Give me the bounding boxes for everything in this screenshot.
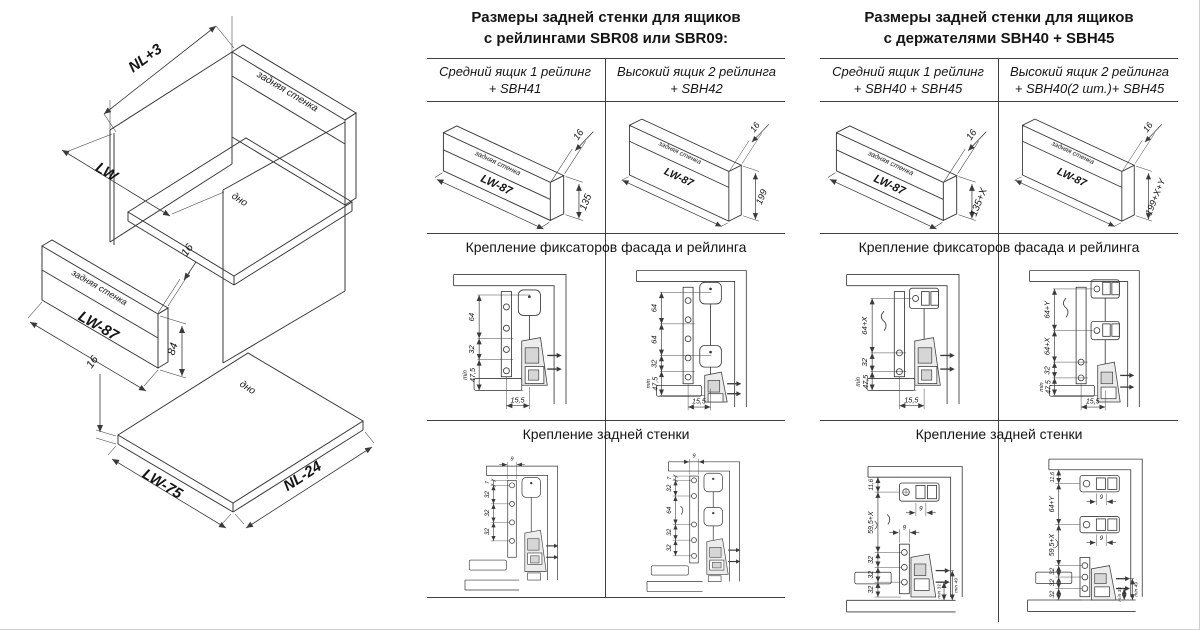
rail-holder: [704, 507, 723, 526]
rule: [427, 597, 785, 598]
back-panel-drawing-135x: [823, 104, 993, 230]
rule: [820, 58, 1178, 59]
dim-label: 32: [484, 491, 492, 499]
panel-width-dim: LW-87: [478, 172, 514, 198]
dimension-chain: [856, 298, 916, 390]
break-mark: [680, 506, 682, 515]
rule: [427, 101, 785, 102]
column-header-line: + SBH42: [670, 81, 723, 96]
dim-label: 32: [666, 484, 674, 492]
backwall-drawing-4: [1011, 446, 1167, 618]
fixation-drawing-1: [440, 259, 589, 417]
panel-height-dim: 84: [165, 341, 181, 357]
back-panel-edge: [899, 544, 909, 594]
break-mark: [1063, 298, 1068, 317]
column-header-line: Средний ящик 1 рейлинг: [832, 64, 984, 79]
rail-holder: [704, 473, 723, 492]
panel-width-dim: LW-87: [1055, 165, 1089, 190]
dim-label: 32: [867, 570, 875, 579]
dim-min-label: min: [645, 379, 652, 389]
dim-label: 47,5: [1045, 380, 1053, 394]
holder-clamp: [910, 288, 939, 308]
column-header-line: Средний ящик 1 рейлинг: [439, 64, 591, 79]
holder-clamp: [1080, 475, 1119, 491]
hole-offset-dimension: [889, 524, 919, 542]
column-header-2: [999, 63, 1180, 97]
bottom-panel-edge: [469, 560, 506, 570]
section-holders: [818, 0, 1180, 630]
screw-spacing-dimension: [906, 503, 936, 516]
dim-label: 32: [1048, 567, 1056, 575]
dim-label: 47,5: [652, 376, 660, 391]
rail-holder: [700, 345, 722, 367]
dim-label: 32: [467, 345, 477, 354]
holder-clamp: [1091, 280, 1119, 298]
dim-label: 47,5: [467, 368, 477, 383]
bottom-panel-edge: [1050, 385, 1095, 396]
bottom-thickness-dim: 16: [84, 353, 101, 371]
dim-label: 32: [1048, 579, 1056, 587]
back-wall-label: задняя стенка: [473, 149, 522, 178]
holder-clamp: [899, 483, 939, 501]
dim-label: 15,5: [904, 395, 919, 405]
back-panel-edge: [690, 476, 699, 563]
back-wall-label: задняя стенка: [657, 140, 703, 167]
dim-label: 11,6: [867, 478, 875, 491]
column-header-line: + SBH40(2 шт.)+ SBH45: [1014, 81, 1165, 96]
dim-label: 59,5+X: [1048, 533, 1056, 557]
back-panel-edge: [508, 480, 517, 557]
column-header-line: + SBH41: [488, 81, 542, 96]
screw-spacing-dimension: [1087, 534, 1116, 545]
back-wall-label: задняя стенка: [254, 69, 320, 115]
break-mark: [881, 311, 886, 331]
fixation-drawing-2: [623, 259, 769, 417]
column-header-2: [606, 63, 787, 97]
panel-height-dim: 199: [754, 187, 770, 206]
panel-thickness-dim: 16: [1140, 120, 1155, 135]
column-header-1: [425, 63, 605, 97]
dim-label: 7: [667, 476, 674, 480]
drawer-box: [110, 45, 356, 363]
rail-holder: [700, 282, 722, 304]
dim-label: 9: [692, 453, 696, 460]
loose-bottom-panel: [84, 353, 374, 528]
dim-label: 11,6: [1049, 471, 1056, 483]
fixator-bracket: [705, 372, 742, 402]
lower-panel-profile: [847, 600, 956, 612]
back-wall-label: задняя стенка: [1050, 140, 1096, 167]
dim-label: 47,5: [860, 374, 870, 389]
bottom-width-dim: LW-75: [139, 465, 186, 503]
fixator-bracket: [915, 338, 955, 386]
dim-label: 32: [860, 358, 870, 367]
bottom-panel-edge: [657, 385, 702, 396]
rule: [820, 101, 1178, 102]
dimension-chain: [646, 292, 712, 395]
rule: [427, 233, 785, 234]
dim-label: min 31: [937, 583, 943, 599]
dim-label: min 49: [954, 578, 960, 593]
dim-label: 64: [467, 312, 477, 322]
column-header-line: Высокий ящик 2 рейлинга: [1010, 64, 1169, 79]
section-title-line1: Размеры задней стенки для ящиков: [471, 9, 741, 26]
dim-label: 64: [649, 303, 659, 313]
loose-back-panel: [28, 240, 196, 391]
fixator-bracket: [1098, 362, 1135, 402]
panel-height-dim: 135+X: [968, 186, 990, 218]
fixator-bracket: [707, 539, 740, 582]
backwall-drawing-2: [634, 449, 759, 595]
dim-label: 64: [649, 335, 659, 344]
column-header-line: Высокий ящик 2 рейлинга: [617, 64, 776, 79]
dim-label: 9: [919, 505, 923, 513]
dim-label: 64: [666, 506, 674, 514]
lower-panel-profile: [647, 581, 703, 591]
backwall-drawing-1: [452, 449, 577, 595]
depth-dimension: [104, 16, 234, 132]
panel-height-dim: 199+X+Y: [1143, 177, 1168, 217]
bottom-panel-edge: [867, 378, 915, 390]
panel-width-dim: LW-87: [662, 165, 696, 190]
holder-clamp: [1080, 516, 1119, 532]
min-dimensions: [936, 571, 959, 601]
dim-label: 32: [649, 359, 659, 368]
dim-label: 64+Y: [1048, 495, 1056, 513]
column-header-1: [818, 63, 998, 97]
dimension-chain: [666, 475, 691, 556]
screw-spacing-dimension: [1087, 494, 1116, 505]
dim-label: 32: [867, 585, 875, 594]
dimension-chain: [484, 479, 509, 541]
dim-label: min 31: [1117, 586, 1123, 602]
dim-label: 64+Y: [1042, 300, 1052, 319]
dim-label: 32: [666, 544, 674, 552]
dim-label: 32: [484, 509, 492, 517]
dim-label: 64+X: [860, 316, 870, 335]
dim-label: 9: [902, 524, 907, 532]
back-panel-edge: [501, 292, 511, 377]
fixation-title: Крепление фиксаторов фасада и рейлинга: [465, 239, 747, 255]
fixation-drawing-3: [833, 259, 982, 417]
panel-thickness-dim: 16: [179, 241, 196, 259]
panel-thickness-dim: 16: [747, 120, 762, 135]
dim-min-label: min: [1038, 382, 1045, 392]
dim-label: 9: [1099, 535, 1103, 543]
back-panel-drawing-199xy: [1010, 104, 1168, 230]
back-wall-label: задняя стенка: [70, 267, 129, 308]
width-dim-label: LW: [92, 159, 121, 186]
column-divider: [605, 58, 606, 597]
backwall-title: Крепление задней стенки: [522, 426, 690, 442]
rule: [427, 58, 785, 59]
bottom-panel-edge: [474, 378, 522, 390]
dim-min-label: min: [463, 370, 470, 380]
dim-label: 32: [484, 528, 492, 536]
dim-label: 15,5: [1085, 398, 1100, 406]
dim-label: 64+X: [1042, 337, 1052, 356]
dim-label: 9: [1099, 494, 1103, 502]
lower-panel-profile: [465, 580, 519, 590]
holder-clamp: [1091, 321, 1119, 339]
panel-thickness-dim: 16: [964, 127, 980, 143]
dim-label: 9: [510, 456, 514, 463]
dim-label: 32: [1048, 590, 1056, 598]
bottom-label: дно: [229, 190, 250, 210]
panel-width-dim: LW-87: [75, 307, 122, 345]
back-panel-edge: [894, 292, 904, 377]
column-header-line: + SBH40 + SBH45: [853, 81, 963, 96]
exploded-drawer-drawing: [0, 0, 420, 630]
dimension-chain: [463, 295, 530, 390]
depth-dim-label: NL+3: [125, 40, 166, 77]
back-panel-edge: [1076, 287, 1086, 383]
dim-label: 32: [867, 555, 875, 564]
back-panel-drawing-135: [430, 104, 600, 230]
rule: [820, 420, 1178, 421]
break-mark: [887, 514, 890, 524]
panel-width-dim: LW-87: [871, 172, 907, 198]
min-dimensions: [1116, 579, 1139, 602]
dim-label: 15,5: [692, 398, 706, 406]
fixation-title: Крепление фиксаторов фасада и рейлинга: [858, 239, 1140, 255]
top-dimension: [681, 454, 707, 475]
section-title-line1: Размеры задней стенки для ящиков: [864, 9, 1134, 26]
fixator-bracket: [522, 338, 562, 386]
panel-height-dim: 135: [577, 192, 595, 213]
rail-holder: [518, 290, 540, 316]
rule: [820, 233, 1178, 234]
fixation-drawing-4: [1016, 259, 1162, 417]
back-wall-label: задняя стенка: [866, 149, 915, 178]
dim-label: 15,5: [510, 395, 525, 405]
column-divider: [998, 58, 999, 622]
backwall-drawing-3: [830, 448, 987, 618]
dim-label: 7: [485, 480, 492, 484]
backwall-title: Крепление задней стенки: [915, 426, 1083, 442]
fixator-bracket: [525, 530, 558, 580]
dimension-chain: [1039, 289, 1098, 395]
bottom-label: дно: [237, 378, 258, 398]
rule: [427, 420, 785, 421]
dim-min-label: min: [856, 377, 863, 387]
rail-holder: [522, 477, 541, 497]
section-railings: [425, 0, 787, 630]
panel-thickness-dim: 16: [571, 127, 587, 143]
dim-label: min 49: [1134, 581, 1140, 597]
bottom-panel-edge: [651, 566, 688, 575]
back-panel-drawing-199: [617, 104, 775, 230]
dim-label: 32: [666, 528, 674, 536]
back-panel-edge: [683, 287, 693, 383]
section-title-line2: с рейлингами SBR08 или SBR09:: [483, 30, 729, 47]
width-dimension: [62, 134, 224, 216]
section-title-line2: с держателями SBH40 + SBH45: [883, 30, 1115, 47]
bottom-depth-dim: NL-24: [280, 457, 325, 495]
dim-label: 59,5+X: [867, 511, 875, 534]
dim-label: 32: [1042, 366, 1052, 375]
